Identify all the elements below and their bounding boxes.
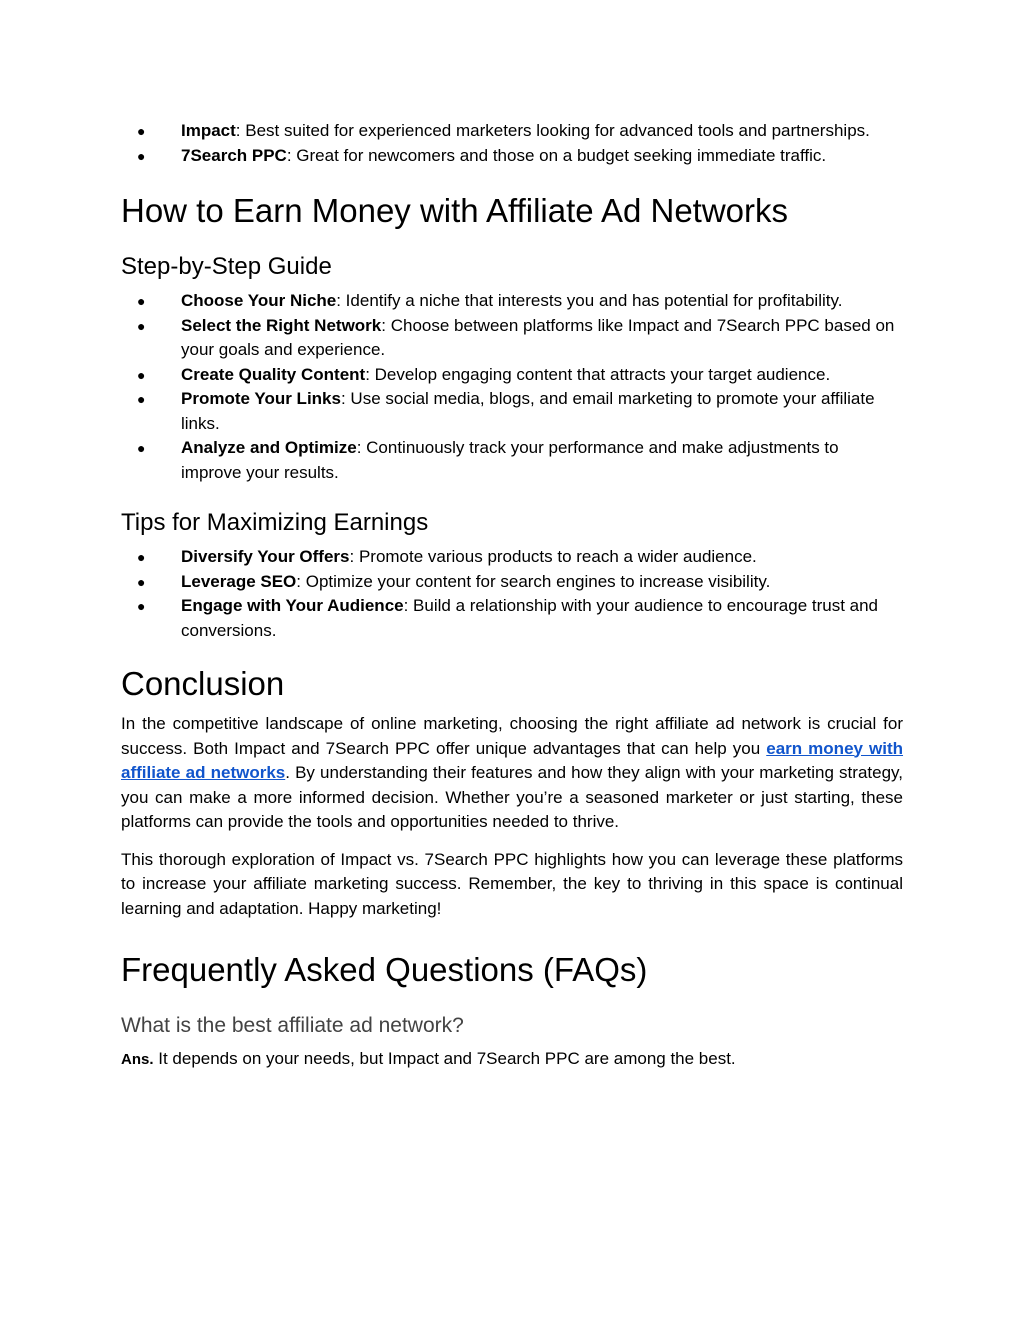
bullet-icon: ●	[137, 317, 146, 334]
bullet-icon: ●	[137, 440, 146, 456]
list-item-term: Leverage SEO	[181, 571, 297, 591]
earn-money-heading: How to Earn Money with Affiliate Ad Networks	[121, 192, 789, 229]
conclusion-summary-paragraph: This thorough exploration of Impact vs. 7Search PPC highlights how you can leverage these platforms to increase your affiliate marketing success. Remember, the key to thriving in this space is continual learning and adaptation. Happy marketing!	[121, 849, 903, 918]
list-item-text: : Use social media, blogs, and email marketing to promote your affiliate links.	[181, 389, 875, 433]
list-item	[121, 314, 903, 363]
bullet-icon: ●	[137, 391, 146, 407]
list-item-text: : Promote various products to reach a wider audience.	[349, 547, 757, 566]
list-item	[121, 144, 903, 169]
list-item-term: Analyze and Optimize	[181, 438, 357, 457]
list-item	[121, 387, 903, 436]
platform-summary-list	[121, 119, 903, 168]
tips-heading: Tips for Maximizing Earnings	[121, 509, 429, 536]
list-item-term: Impact	[181, 121, 236, 140]
bullet-icon: ●	[137, 598, 146, 614]
list-item-term: Create Quality Content	[181, 364, 366, 384]
list-item-term: Choose Your Niche	[181, 291, 337, 310]
conclusion-heading: Conclusion	[121, 665, 285, 702]
conclusion-text-after-link: . By understanding their features and how they align with your marketing strategy, you can make a more informed decision. Whether you’re a seasoned marketer or just starting, these platforms can provide the tools and opportunities needed to thrive.	[121, 763, 903, 831]
list-item-text: : Great for newcomers and those on a budget seeking immediate traffic.	[286, 145, 827, 165]
step-by-step-list	[121, 289, 903, 485]
conclusion-paragraph	[121, 712, 903, 835]
list-item-text: : Build a relationship with your audience to encourage trust and conversions.	[181, 596, 879, 640]
list-item-term: Select the Right Network	[181, 315, 382, 335]
list-item-term: 7Search PPC	[181, 145, 287, 165]
bullet-icon: ●	[137, 147, 146, 164]
faq-heading: Frequently Asked Questions (FAQs)	[121, 951, 648, 988]
list-item-term: Diversify Your Offers	[181, 547, 350, 566]
list-item	[121, 363, 903, 388]
faq-question: What is the best affiliate ad network?	[121, 1014, 464, 1037]
conclusion-text-before-link: In the competitive landscape of online marketing, choosing the right affiliate ad network is crucial for success. Both Impact and 7Search PPC offer unique advantages that can help you	[121, 714, 903, 758]
list-item-term: Promote Your Links	[181, 389, 341, 408]
list-item	[121, 594, 903, 643]
step-by-step-heading: Step-by-Step Guide	[121, 253, 332, 280]
bullet-icon: ●	[137, 549, 146, 565]
list-item-text: : Optimize your content for search engines to increase visibility.	[296, 571, 771, 591]
bullet-icon: ●	[137, 293, 146, 309]
bullet-icon: ●	[137, 573, 146, 590]
list-item-term: Engage with Your Audience	[181, 596, 404, 615]
list-item	[121, 436, 903, 485]
bullet-icon: ●	[137, 366, 146, 383]
list-item	[121, 119, 903, 144]
list-item	[121, 289, 903, 314]
list-item-text: : Continuously track your performance and make adjustments to improve your results.	[181, 438, 839, 482]
answer-label: Ans.	[121, 1051, 154, 1068]
list-item-text: : Develop engaging content that attracts your target audience.	[365, 364, 831, 384]
bullet-icon: ●	[137, 123, 146, 139]
tips-list	[121, 545, 903, 643]
answer-text: It depends on your needs, but Impact and 7Search PPC are among the best.	[153, 1049, 736, 1068]
list-item-text: : Identify a niche that interests you and has potential for profitability.	[336, 291, 843, 310]
page-content	[121, 119, 903, 1073]
list-item-text: : Choose between platforms like Impact and 7Search PPC based on your goals and experience.	[181, 315, 895, 359]
list-item	[121, 545, 903, 570]
earn-money-link[interactable]: earn money with affiliate ad networks	[121, 738, 904, 782]
list-item-text: : Best suited for experienced marketers looking for advanced tools and partnerships.	[235, 121, 870, 140]
faq-answer	[121, 1047, 903, 1073]
list-item	[121, 570, 903, 595]
